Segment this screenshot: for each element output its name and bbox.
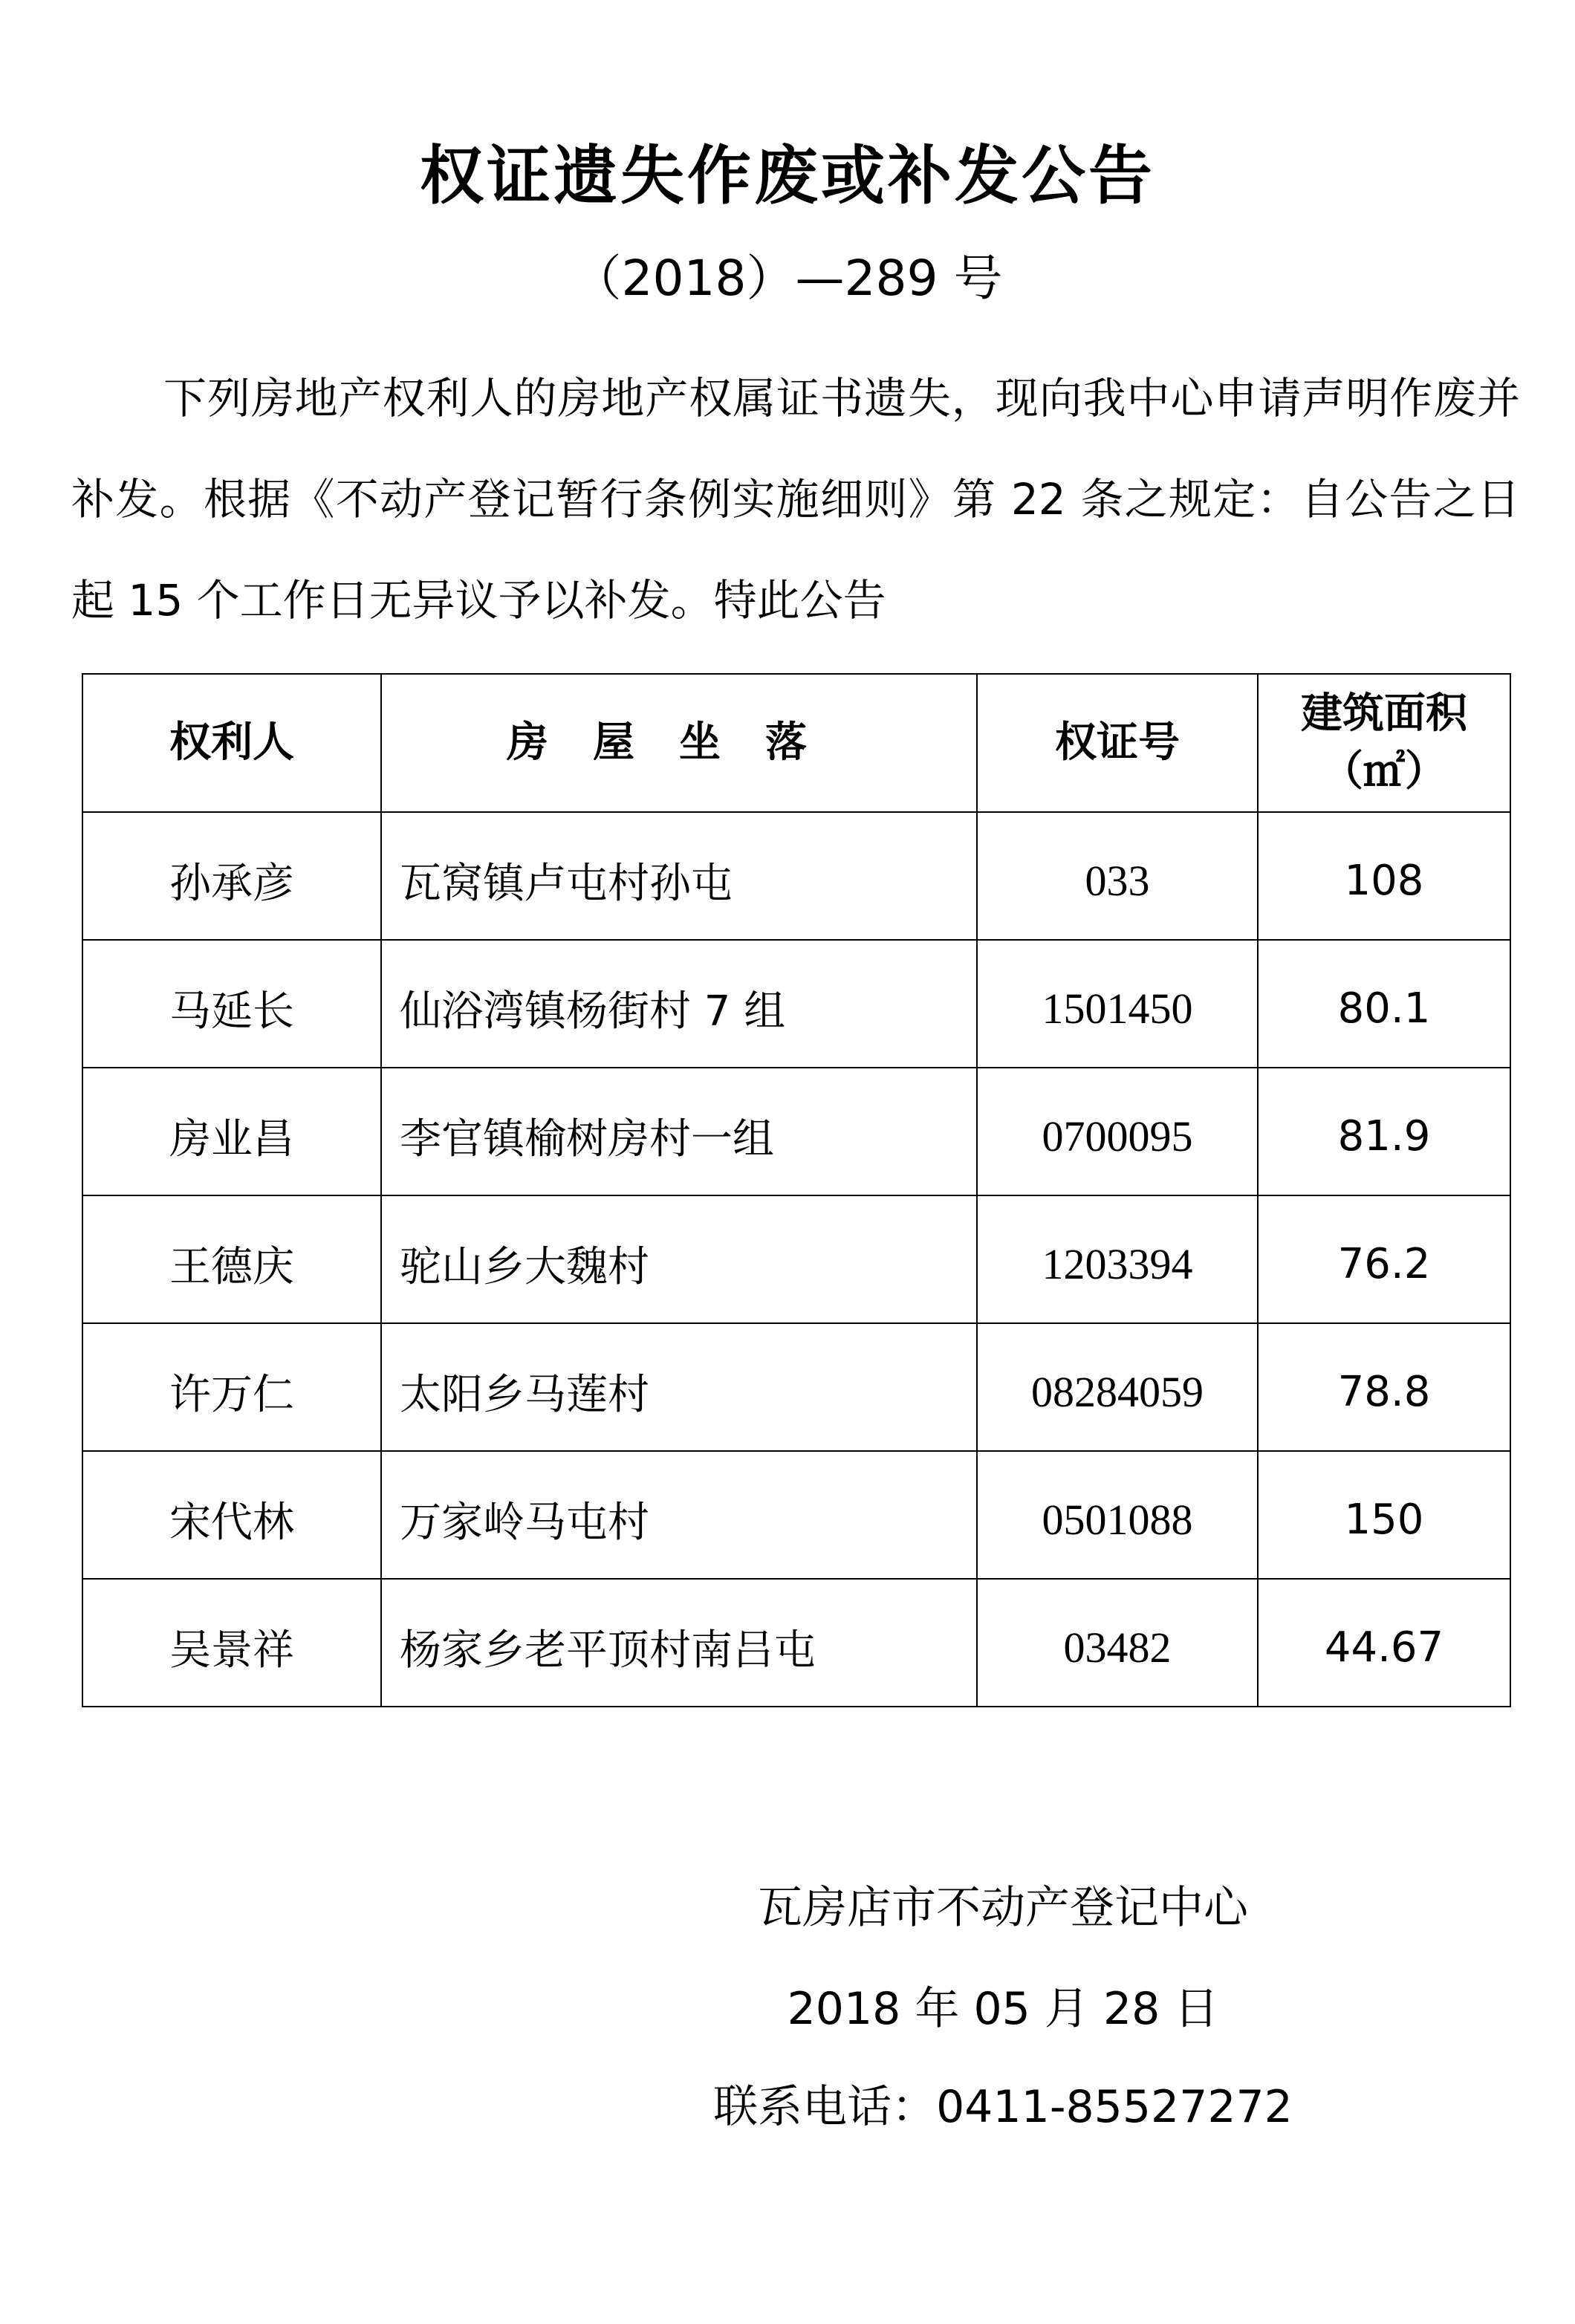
table-header-row <box>82 674 1510 812</box>
header-owner: 权利人 <box>82 674 381 812</box>
cell-cert-number: 03482 <box>977 1579 1258 1707</box>
cell-area: 150 <box>1258 1451 1510 1579</box>
notice-title: 权证遗失作废或补发公告 <box>420 139 1155 213</box>
table-row <box>82 1068 1510 1195</box>
cell-owner: 吴景祥 <box>82 1579 381 1707</box>
cell-cert-number: 033 <box>977 812 1258 940</box>
cell-cert-number: 1203394 <box>977 1195 1258 1323</box>
issue-date: 2018 年 05 月 28 日 <box>787 1983 1219 2035</box>
cell-location: 万家岭马屯村 <box>381 1451 977 1579</box>
cell-owner: 宋代林 <box>82 1451 381 1579</box>
records-table <box>82 673 1511 1707</box>
cell-cert-number: 0501088 <box>977 1451 1258 1579</box>
cell-owner: 孙承彦 <box>82 812 381 940</box>
cell-location: 驼山乡大魏村 <box>381 1195 977 1323</box>
cell-location: 杨家乡老平顶村南吕屯 <box>381 1579 977 1707</box>
cell-owner: 许万仁 <box>82 1323 381 1451</box>
table-row <box>82 1579 1510 1707</box>
issuing-organization: 瓦房店市不动产登记中心 <box>758 1882 1248 1934</box>
cell-owner: 王德庆 <box>82 1195 381 1323</box>
cell-owner: 房业昌 <box>82 1068 381 1195</box>
cell-area: 108 <box>1258 812 1510 940</box>
cell-area: 81.9 <box>1258 1068 1510 1195</box>
header-location: 房屋坐落 <box>381 674 977 812</box>
cell-area: 44.67 <box>1258 1579 1510 1707</box>
table-row <box>82 1451 1510 1579</box>
cell-owner: 马延长 <box>82 940 381 1068</box>
contact-phone: 联系电话：0411-85527272 <box>713 2081 1293 2133</box>
cell-location: 瓦窝镇卢屯村孙屯 <box>381 812 977 940</box>
header-area-label: 建筑面积 <box>1301 689 1467 738</box>
table-row <box>82 940 1510 1068</box>
cell-cert-number: 1501450 <box>977 940 1258 1068</box>
table-row <box>82 1195 1510 1323</box>
cell-location: 李官镇榆树房村一组 <box>381 1068 977 1195</box>
document-number: （2018）—289 号 <box>572 250 1003 307</box>
header-cert-number: 权证号 <box>977 674 1258 812</box>
table-row <box>82 812 1510 940</box>
cell-cert-number: 08284059 <box>977 1323 1258 1451</box>
table-row <box>82 1323 1510 1451</box>
header-area <box>1258 674 1510 812</box>
cell-area: 80.1 <box>1258 940 1510 1068</box>
cell-location: 仙浴湾镇杨街村 7 组 <box>381 940 977 1068</box>
cell-location: 太阳乡马莲村 <box>381 1323 977 1451</box>
cell-area: 78.8 <box>1258 1323 1510 1451</box>
cell-area: 76.2 <box>1258 1195 1510 1323</box>
header-area-unit: （㎡） <box>1322 747 1446 796</box>
notice-body: 下列房地产权利人的房地产权属证书遗失，现向我中心申请声明作废并补发。根据《不动产登记暂行条例实施细则》第 22 条之规定：自公告之日起 15 个工作日无异议予以补发。特此公告 <box>71 373 1520 626</box>
cell-cert-number: 0700095 <box>977 1068 1258 1195</box>
